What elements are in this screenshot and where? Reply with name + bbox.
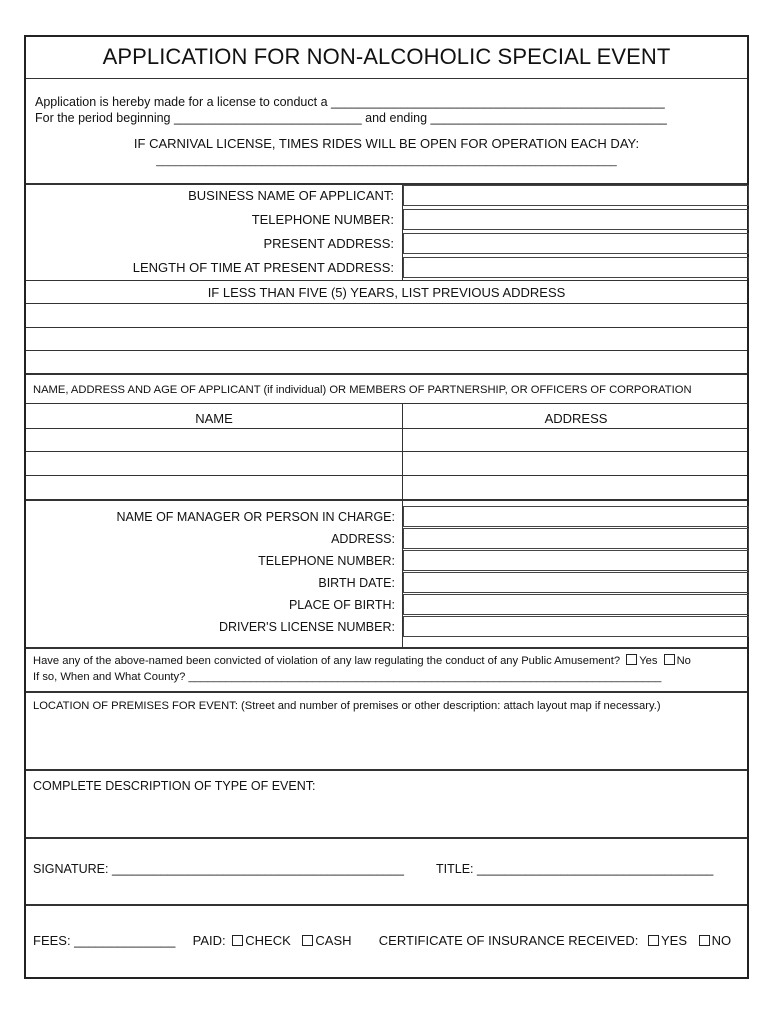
place-of-birth-field[interactable] xyxy=(403,594,749,615)
birth-date-field[interactable] xyxy=(403,572,749,593)
telephone-label: TELEPHONE NUMBER: xyxy=(251,212,394,227)
fees-field[interactable]: FEES: ______________ xyxy=(33,933,176,948)
manager-telephone-field[interactable] xyxy=(403,550,749,571)
convicted-question-line xyxy=(33,654,691,667)
license-type-line[interactable]: Application is hereby made for a license to conduct a ________________________________________________ xyxy=(35,95,665,109)
cash-label: CASH xyxy=(315,933,352,948)
divider xyxy=(26,904,747,906)
convicted-yes-label: Yes xyxy=(639,655,658,667)
manager-telephone-label: TELEPHONE NUMBER: xyxy=(258,554,395,568)
telephone-field[interactable] xyxy=(403,209,749,230)
address-column-header: ADDRESS xyxy=(544,411,608,426)
divider xyxy=(26,647,747,649)
members-heading: NAME, ADDRESS AND AGE OF APPLICANT (if individual) OR MEMBERS OF PARTNERSHIP, OR OFFICERS OF CORPORATION xyxy=(33,384,692,396)
member-row[interactable] xyxy=(26,428,747,429)
manager-address-label: ADDRESS: xyxy=(331,532,395,546)
length-at-address-field[interactable] xyxy=(403,257,749,278)
manager-address-field[interactable] xyxy=(403,528,749,549)
convicted-no-checkbox[interactable] xyxy=(664,654,675,665)
title-line[interactable]: TITLE: __________________________________ xyxy=(436,862,714,876)
paid-label: PAID: xyxy=(192,933,226,948)
divider xyxy=(26,769,747,771)
location-label: LOCATION OF PREMISES FOR EVENT: (Street and number of premises or other description: attach layout map if necessary.) xyxy=(33,700,661,712)
check-checkbox[interactable] xyxy=(232,935,243,946)
application-form xyxy=(24,35,749,979)
insurance-label: CERTIFICATE OF INSURANCE RECEIVED: xyxy=(378,933,639,948)
divider xyxy=(26,691,747,693)
previous-address-heading: IF LESS THAN FIVE (5) YEARS, LIST PREVIOUS ADDRESS xyxy=(207,285,566,300)
period-line[interactable]: For the period beginning ___________________________ and ending __________________________________ xyxy=(35,111,667,125)
previous-address-row[interactable] xyxy=(26,350,747,351)
divider xyxy=(26,837,747,839)
present-address-field[interactable] xyxy=(403,233,749,254)
convicted-followup[interactable]: If so, When and What County? ____________________________________________________________________________ xyxy=(33,671,662,683)
signature-line[interactable]: SIGNATURE: __________________________________________ xyxy=(33,862,404,876)
form-title: APPLICATION FOR NON-ALCOHOLIC SPECIAL EVENT xyxy=(102,44,671,69)
divider xyxy=(26,499,747,501)
check-label: CHECK xyxy=(245,933,291,948)
carnival-times-line[interactable]: __________________________________________________________________________ xyxy=(156,155,617,167)
cash-checkbox[interactable] xyxy=(302,935,313,946)
divider xyxy=(26,373,747,375)
business-name-label: BUSINESS NAME OF APPLICANT: xyxy=(188,188,394,203)
member-row[interactable] xyxy=(26,451,747,452)
business-name-field[interactable] xyxy=(403,185,749,206)
convicted-yes-checkbox[interactable] xyxy=(626,654,637,665)
divider xyxy=(26,280,747,281)
insurance-no-label: NO xyxy=(711,933,732,948)
name-column-header: NAME xyxy=(195,411,233,426)
fees-line xyxy=(33,933,731,948)
insurance-yes-checkbox[interactable] xyxy=(648,935,659,946)
divider xyxy=(26,78,747,79)
place-of-birth-label: PLACE OF BIRTH: xyxy=(288,598,395,612)
convicted-question: Have any of the above-named been convicted of violation of any law regulating the conduct of any Public Amusement? xyxy=(33,655,621,667)
drivers-license-field[interactable] xyxy=(403,616,749,637)
present-address-label: PRESENT ADDRESS: xyxy=(263,236,394,251)
description-label: COMPLETE DESCRIPTION OF TYPE OF EVENT: xyxy=(33,779,316,793)
manager-name-label: NAME OF MANAGER OR PERSON IN CHARGE: xyxy=(116,510,395,524)
location-area[interactable] xyxy=(28,717,745,767)
manager-name-field[interactable] xyxy=(403,506,749,527)
insurance-yes-label: YES xyxy=(660,933,687,948)
birth-date-label: BIRTH DATE: xyxy=(318,576,395,590)
previous-address-row[interactable] xyxy=(26,327,747,328)
divider xyxy=(26,403,747,404)
drivers-license-label: DRIVER'S LICENSE NUMBER: xyxy=(218,620,395,634)
length-at-address-label: LENGTH OF TIME AT PRESENT ADDRESS: xyxy=(132,260,394,275)
insurance-no-checkbox[interactable] xyxy=(699,935,710,946)
member-row[interactable] xyxy=(26,475,747,476)
description-area[interactable] xyxy=(28,797,745,835)
convicted-no-label: No xyxy=(676,655,691,667)
divider xyxy=(26,303,747,304)
carnival-heading: IF CARNIVAL LICENSE, TIMES RIDES WILL BE OPEN FOR OPERATION EACH DAY: xyxy=(133,136,640,151)
